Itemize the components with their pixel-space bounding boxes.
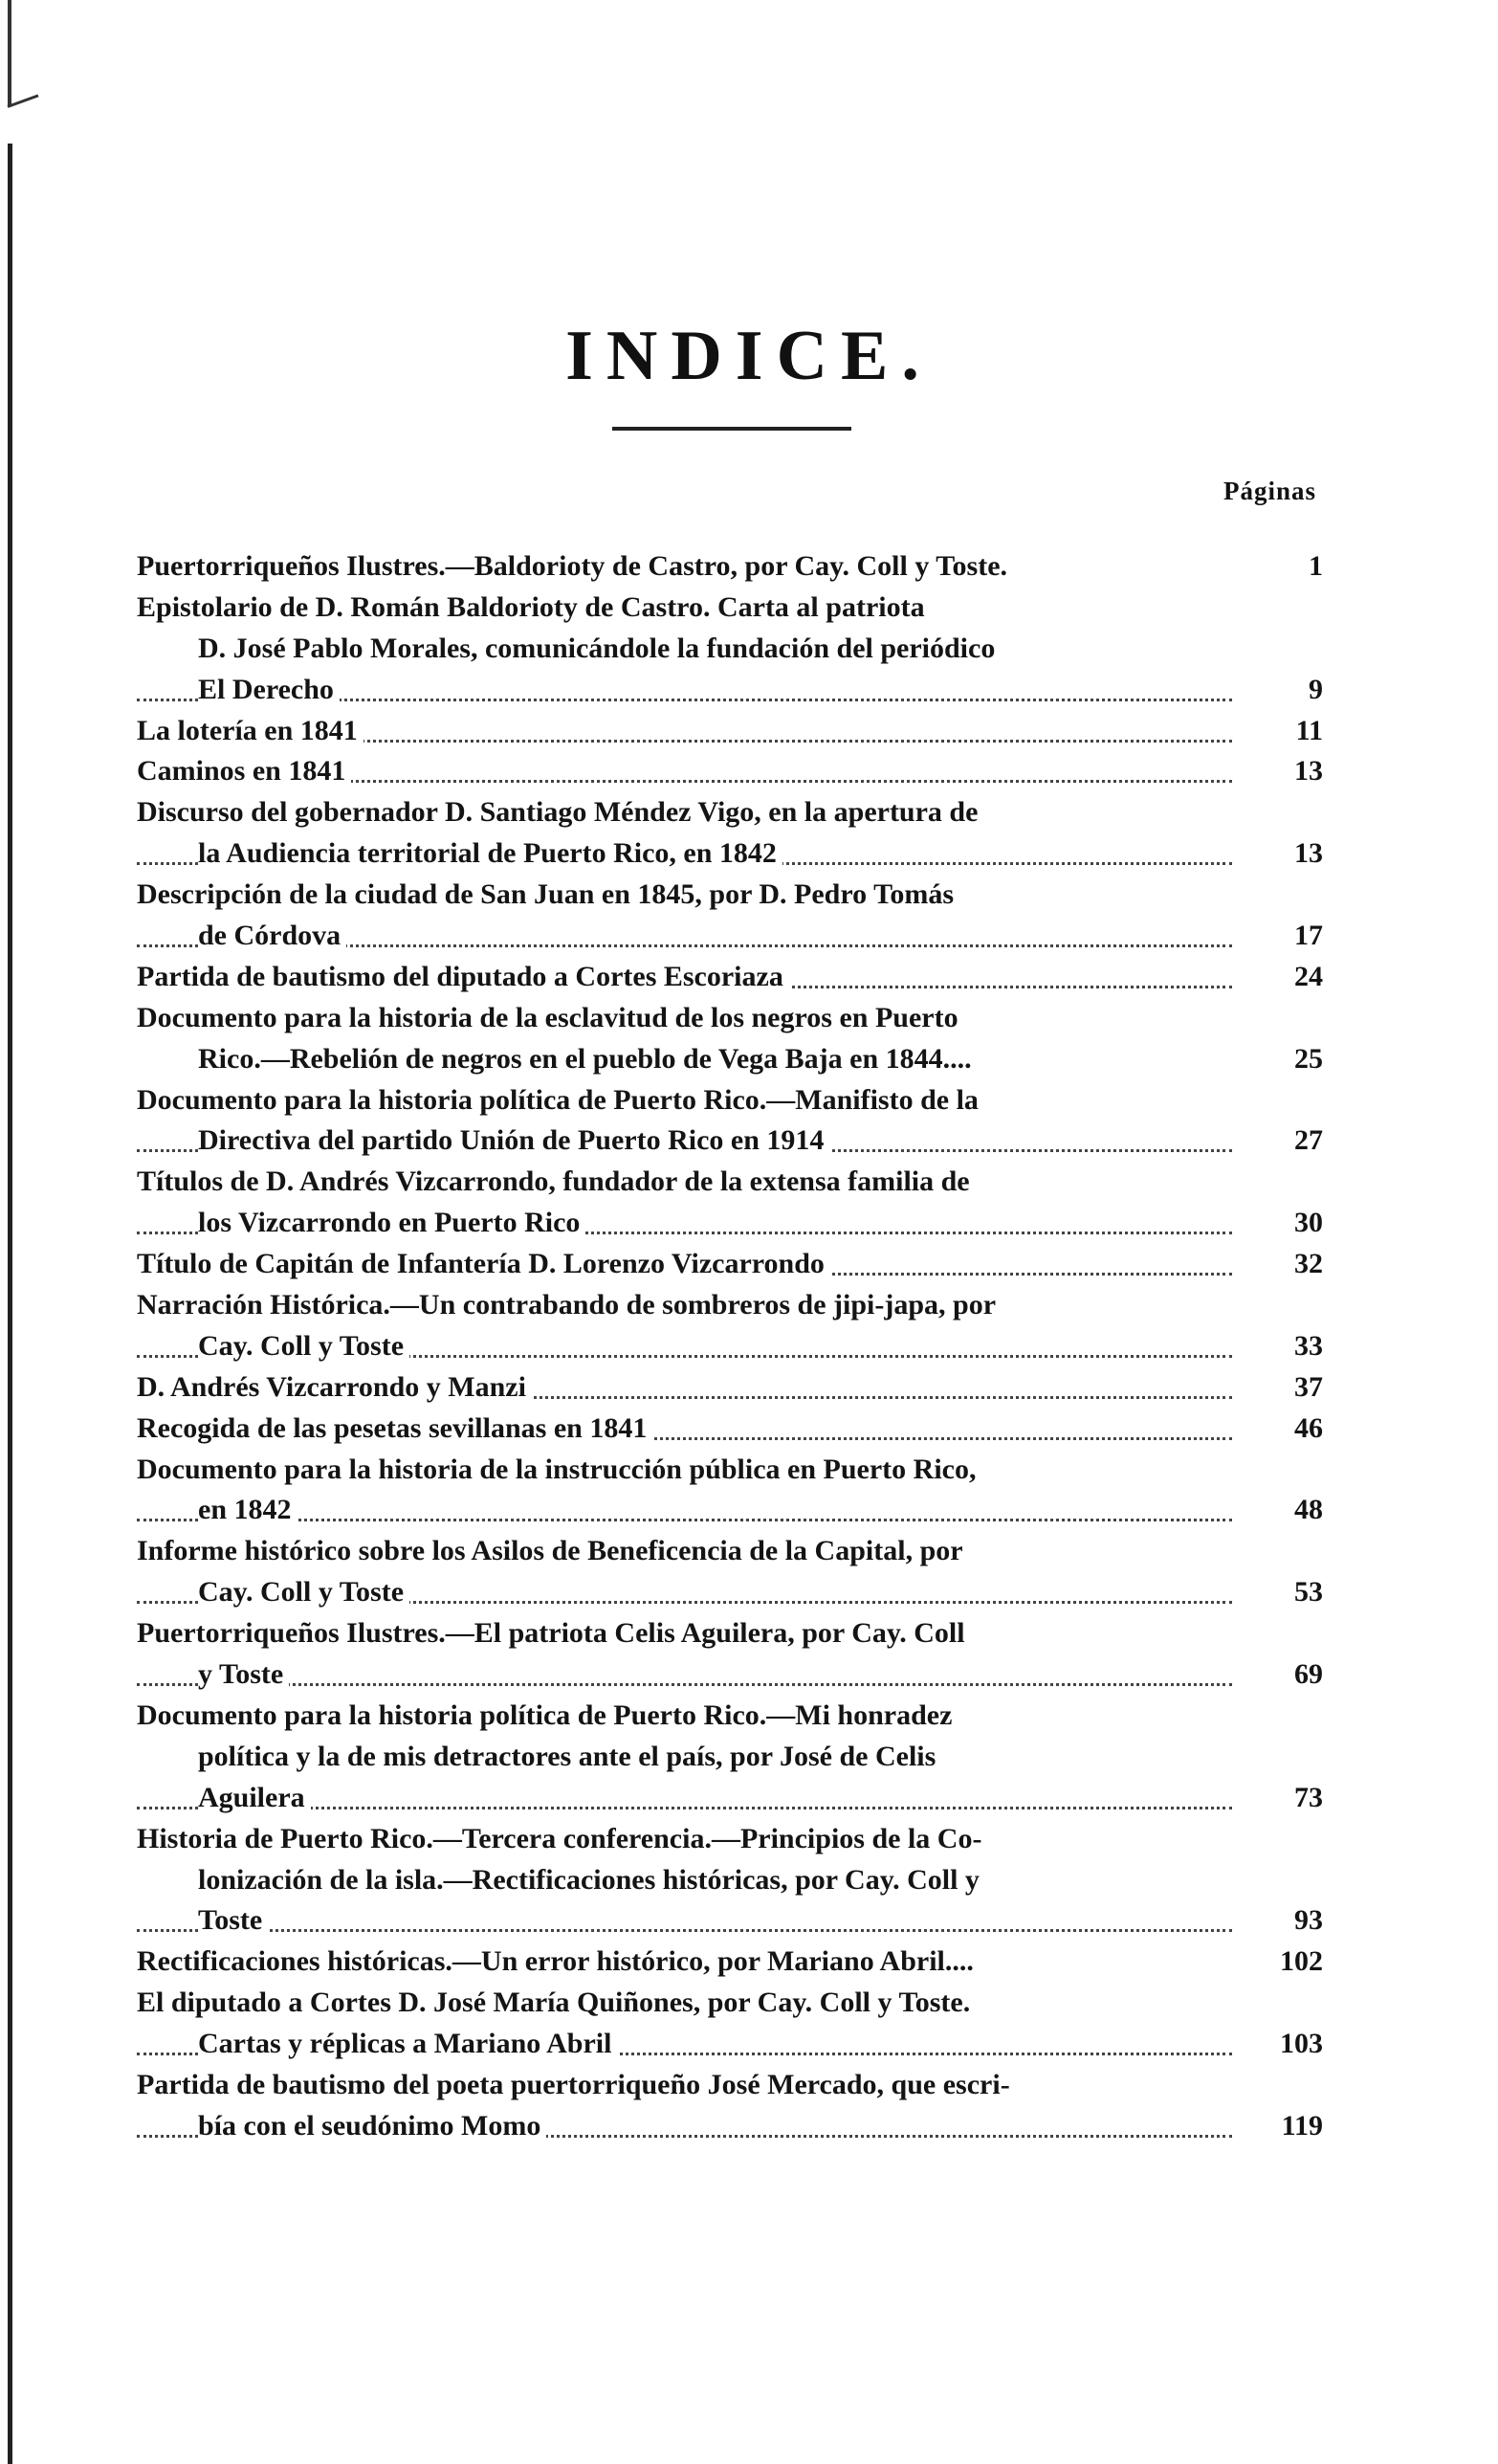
toc-entry-line [137,1900,1323,1942]
toc-entry-title: política y la de mis detractores ante el país, por José de Celis [198,1741,941,1772]
toc-entry-line [137,751,1323,792]
toc-entry-line [137,1162,1323,1203]
toc-entry [137,711,1323,752]
toc-entry-line [137,1080,1323,1121]
toc-entry-line [137,1737,1323,1778]
toc-entry [137,1244,1323,1285]
toc-entry-line [137,1654,1323,1696]
toc-entry-line [137,916,1323,957]
toc-entry-title: Cay. Coll y Toste [198,1576,409,1608]
toc-entry [137,1367,1323,1409]
toc-entry [137,1531,1323,1613]
toc-entry-line [137,670,1323,711]
toc-entry-title: D. Andrés Vizcarrondo y Manzi [137,1371,532,1403]
scan-edge-mark [8,0,11,105]
toc-entry-title: bía con el seudónimo Momo [198,2110,546,2142]
toc-entry-title: Discurso del gobernador D. Santiago Méndez Vigo, en la apertura de [137,796,983,828]
toc-entry-page: 32 [1294,1248,1323,1280]
toc-entry-line [137,792,1323,833]
toc-entry [137,751,1323,792]
toc-entry-title: la Audiencia territorial de Puerto Rico, en 1842 [198,837,782,869]
toc-entry-page: 25 [1294,1042,1323,1075]
toc-entry [137,1983,1323,2065]
toc-entry-title: en 1842 [198,1494,297,1525]
scan-edge-mark [7,94,38,107]
toc-entry-page: 53 [1294,1576,1323,1609]
toc-entry-line [137,2024,1323,2065]
toc-entry-line [137,1531,1323,1572]
toc-entry-line [137,629,1323,670]
toc-entry [137,1409,1323,1450]
toc-entry-line [137,1778,1323,1819]
toc-entry-title: Caminos en 1841 [137,755,351,787]
toc-entry-title: Puertorriqueños Ilustres.—Baldorioty de Castro, por Cay. Coll y Toste. [137,550,1013,582]
toc-entry [137,957,1323,998]
toc-entry-title: Epistolario de D. Román Baldorioty de Castro. Carta al patriota [137,591,931,623]
toc-entry-title: Cay. Coll y Toste [198,1330,409,1362]
toc-entry-title: Documento para la historia política de Puerto Rico.—Mi honradez [137,1699,958,1731]
toc-entry-page: 1 [1309,550,1323,582]
toc-entry-line [137,998,1323,1039]
toc-entry-line [137,1244,1323,1285]
toc-entry [137,998,1323,1080]
toc-entry-line [137,1367,1323,1409]
page-title: INDICE. [565,317,933,395]
toc-entry-title: Recogida de las pesetas sevillanas en 1841 [137,1412,652,1444]
toc-entry [137,1819,1323,1942]
toc-entry-line [137,1819,1323,1860]
toc-entry-line [137,1285,1323,1326]
toc-entry-line [137,1983,1323,2024]
toc-entry-line [137,711,1323,752]
toc-entry-line [137,1860,1323,1901]
toc-entry [137,1162,1323,1244]
toc-entry-page: 103 [1280,2028,1323,2060]
toc-entry-title: Títulos de D. Andrés Vizcarrondo, fundador de la extensa familia de [137,1165,976,1197]
toc-entry-line [137,1203,1323,1244]
toc-entry-page: 9 [1309,673,1323,705]
toc-entry-page: 33 [1294,1329,1323,1362]
toc-entry-line [137,1942,1323,1983]
toc-entry-line [137,546,1323,588]
toc-entry-page: 24 [1294,960,1323,992]
toc-entry-title: El diputado a Cortes D. José María Quiñones, por Cay. Coll y Toste. [137,1987,976,2018]
toc-entry-page: 13 [1294,837,1323,870]
toc-entry [137,1450,1323,1532]
toc-entry-line [137,1039,1323,1080]
title-rule [612,427,851,431]
scan-edge-line [8,144,12,2464]
toc-entry [137,1942,1323,1983]
toc-entry-line [137,1409,1323,1450]
toc-entry-title: La lotería en 1841 [137,715,363,746]
toc-entry-page: 27 [1294,1124,1323,1157]
toc-entry-line [137,1450,1323,1491]
toc-entry-line [137,1121,1323,1162]
toc-entry [137,2065,1323,2147]
toc-entry-line [137,1490,1323,1531]
toc-entry-line [137,588,1323,629]
toc-entry-title: Documento para la historia política de Puerto Rico.—Manifisto de la [137,1084,984,1116]
toc-entry-page: 17 [1294,920,1323,952]
toc-entry [137,1080,1323,1163]
toc-entry [137,1285,1323,1367]
toc-entry-title: Rico.—Rebelión de negros en el pueblo de Vega Baja en 1844.... [198,1043,978,1075]
toc-entry-line [137,1613,1323,1654]
toc-entry-line [137,1696,1323,1737]
toc-entry-page: 37 [1294,1370,1323,1403]
toc-entry-title: Puertorriqueños Ilustres.—El patriota Celis Aguilera, por Cay. Coll [137,1617,971,1649]
toc-entry-page: 73 [1294,1781,1323,1813]
toc-entry-page: 93 [1294,1904,1323,1937]
toc-entry-line [137,1326,1323,1367]
toc-entry-line [137,957,1323,998]
toc-entry [137,875,1323,957]
toc-entry-title: Partida de bautismo del diputado a Cortes Escoriaza [137,961,789,992]
toc-entry-title: los Vizcarrondo en Puerto Rico [198,1207,585,1238]
toc-entry-title: D. José Pablo Morales, comunicándole la fundación del periódico [198,633,1001,664]
toc-entry-page: 69 [1294,1658,1323,1691]
pages-column-header: Páginas [1223,477,1316,505]
toc-entry [137,792,1323,875]
table-of-contents [137,546,1323,2147]
toc-entry-page: 46 [1294,1411,1323,1444]
toc-entry-title: Aguilera [198,1782,311,1813]
toc-entry-title: El Derecho [198,674,340,705]
toc-entry [137,588,1323,711]
toc-entry [137,546,1323,588]
toc-entry-title: Narración Histórica.—Un contrabando de sombreros de jipi-japa, por [137,1289,1002,1321]
toc-entry-title: de Córdova [198,920,346,951]
toc-entry-title: Documento para la historia de la instrucción pública en Puerto Rico, [137,1454,981,1485]
toc-entry-title: Directiva del partido Unión de Puerto Rico en 1914 [198,1124,829,1156]
toc-entry-line [137,2106,1323,2147]
toc-entry-page: 102 [1280,1945,1323,1978]
toc-entry-page: 13 [1294,755,1323,788]
toc-entry-title: Título de Capitán de Infantería D. Lorenzo Vizcarrondo [137,1248,830,1279]
toc-entry-title: y Toste [198,1658,289,1690]
toc-entry-title: Partida de bautismo del poeta puertorriqueño José Mercado, que escri- [137,2069,1016,2100]
toc-entry-line [137,1572,1323,1613]
toc-entry-title: Documento para la historia de la esclavitud de los negros en Puerto [137,1002,964,1033]
toc-entry-title: Rectificaciones históricas.—Un error histórico, por Mariano Abril.... [137,1945,980,1977]
toc-entry-title: Toste [198,1904,268,1936]
toc-entry-title: Descripción de la ciudad de San Juan en 1845, por D. Pedro Tomás [137,878,959,910]
toc-entry-title: Informe histórico sobre los Asilos de Beneficencia de la Capital, por [137,1535,969,1566]
toc-entry-title: Cartas y réplicas a Mariano Abril [198,2028,617,2059]
toc-entry-page: 48 [1294,1494,1323,1526]
toc-entry-page: 30 [1294,1207,1323,1239]
toc-entry-page: 11 [1295,714,1323,746]
toc-entry-title: lonización de la isla.—Rectificaciones históricas, por Cay. Coll y [198,1864,985,1896]
toc-entry-line [137,875,1323,916]
toc-entry [137,1613,1323,1696]
toc-entry-page: 119 [1281,2109,1323,2142]
toc-entry [137,1696,1323,1819]
toc-entry-title: Historia de Puerto Rico.—Tercera conferencia.—Principios de la Co- [137,1823,987,1854]
toc-entry-line [137,2065,1323,2106]
toc-entry-line [137,833,1323,875]
